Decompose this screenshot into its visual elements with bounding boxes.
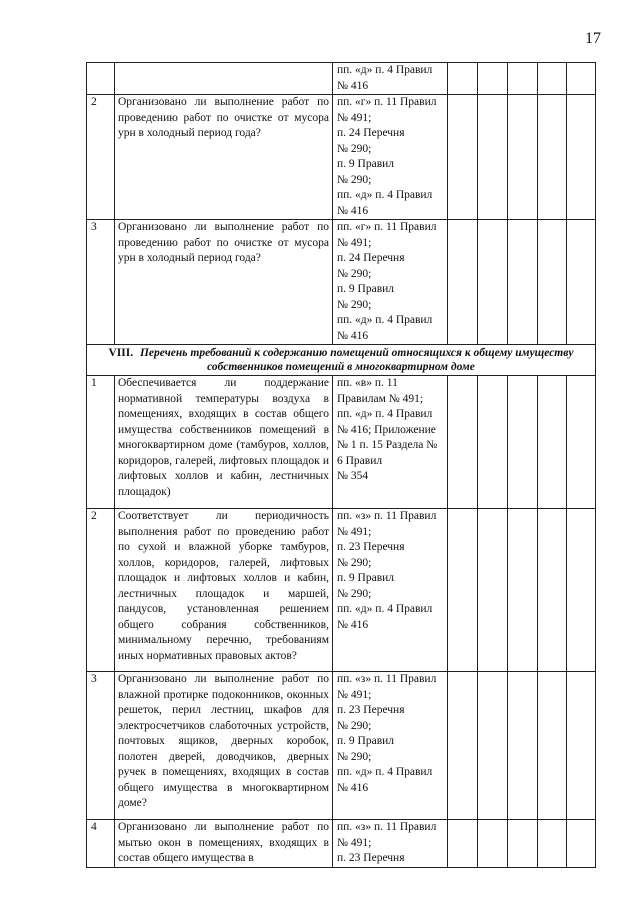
question-cell: Соответствует ли периодичность выполнения работ по проведению работ по сухой и влажной уборке тамбуров, холлов, коридоров, галерей, лифтовых площадок и лифтовых холлов и кабин, лестничных площадок и маршей, пандусов, установленная решением общего собрания собственников, минимальному перечню, требованиям иных нормативных правовых актов? — [115, 509, 333, 672]
table-row — [87, 509, 596, 672]
answer-cell — [538, 95, 567, 220]
reference-cell: пп. «в» п. 11 Правилам № 491; пп. «д» п. 4 Правил № 416; Приложение № 1 п. 15 Раздела № 6 Правил № 354 — [333, 376, 448, 509]
table-row — [87, 820, 596, 868]
answer-cell — [448, 95, 478, 220]
answer-cell — [448, 376, 478, 509]
reference-cell: пп. «д» п. 4 Правил № 416 — [333, 63, 448, 95]
answer-cell — [567, 220, 596, 345]
answer-cell — [508, 63, 538, 95]
table-row — [87, 63, 596, 95]
section-header-row — [87, 345, 596, 376]
answer-cell — [567, 672, 596, 820]
answer-cell — [538, 63, 567, 95]
question-cell: Организовано ли выполнение работ по проведению работ по очистке от мусора урн в холодный период года? — [115, 95, 333, 220]
answer-cell — [538, 376, 567, 509]
row-number: 1 — [87, 376, 115, 509]
table-row — [87, 220, 596, 345]
answer-cell — [508, 95, 538, 220]
answer-cell — [478, 376, 508, 509]
answer-cell — [538, 820, 567, 868]
requirements-table — [86, 62, 596, 868]
answer-cell — [567, 820, 596, 868]
reference-cell: пп. «з» п. 11 Правил № 491; п. 23 Перечня № 290; п. 9 Правил № 290; пп. «д» п. 4 Правил № 416 — [333, 672, 448, 820]
reference-cell: пп. «з» п. 11 Правил № 491; п. 23 Перечня — [333, 820, 448, 868]
answer-cell — [567, 63, 596, 95]
answer-cell — [508, 820, 538, 868]
answer-cell — [508, 672, 538, 820]
answer-cell — [538, 220, 567, 345]
table-row — [87, 376, 596, 509]
answer-cell — [448, 672, 478, 820]
section-number: VIII. — [108, 347, 134, 359]
answer-cell — [478, 95, 508, 220]
table-row — [87, 672, 596, 820]
answer-cell — [538, 672, 567, 820]
answer-cell — [478, 820, 508, 868]
question-cell: Обеспечивается ли поддержание нормативной температуры воздуха в помещениях, входящих в состав общего имущества собственников помещений в многоквартирном доме (тамбуров, холлов, коридоров, галерей, лифтовых площадок и лифтовых холлов и кабин, лестничных площадок) — [115, 376, 333, 509]
answer-cell — [478, 63, 508, 95]
section-title: Перечень требований к содержанию помещений относящихся к общему имуществу собственников помещений в многоквартирном доме — [139, 347, 574, 373]
answer-cell — [478, 672, 508, 820]
answer-cell — [448, 509, 478, 672]
answer-cell — [448, 220, 478, 345]
answer-cell — [567, 376, 596, 509]
question-cell: Организовано ли выполнение работ по влажной протирке подоконников, оконных решеток, перил лестниц, шкафов для электросчетчиков слаботочных устройств, почтовых ящиков, дверных коробок, полотен дверей, доводчиков, дверных ручек в помещениях, входящих в состав общего имущества в многоквартирном доме? — [115, 672, 333, 820]
answer-cell — [508, 376, 538, 509]
answer-cell — [478, 220, 508, 345]
answer-cell — [448, 63, 478, 95]
question-cell: Организовано ли выполнение работ по проведению работ по очистке от мусора урн в холодный период года? — [115, 220, 333, 345]
section-header — [87, 345, 596, 376]
answer-cell — [478, 509, 508, 672]
row-number: 2 — [87, 95, 115, 220]
question-cell — [115, 63, 333, 95]
reference-cell: пп. «з» п. 11 Правил № 491; п. 23 Перечня № 290; п. 9 Правил № 290; пп. «д» п. 4 Правил № 416 — [333, 509, 448, 672]
question-cell: Организовано ли выполнение работ по мытью окон в помещениях, входящих в состав общего имущества в — [115, 820, 333, 868]
reference-cell: пп. «г» п. 11 Правил № 491; п. 24 Перечня № 290; п. 9 Правил № 290; пп. «д» п. 4 Правил № 416 — [333, 220, 448, 345]
answer-cell — [508, 509, 538, 672]
page-number: 17 — [585, 30, 601, 47]
table-row — [87, 95, 596, 220]
row-number — [87, 63, 115, 95]
answer-cell — [567, 95, 596, 220]
row-number: 4 — [87, 820, 115, 868]
reference-cell: пп. «г» п. 11 Правил № 491; п. 24 Перечня № 290; п. 9 Правил № 290; пп. «д» п. 4 Правил № 416 — [333, 95, 448, 220]
answer-cell — [448, 820, 478, 868]
answer-cell — [508, 220, 538, 345]
answer-cell — [567, 509, 596, 672]
row-number: 3 — [87, 672, 115, 820]
answer-cell — [538, 509, 567, 672]
row-number: 3 — [87, 220, 115, 345]
row-number: 2 — [87, 509, 115, 672]
